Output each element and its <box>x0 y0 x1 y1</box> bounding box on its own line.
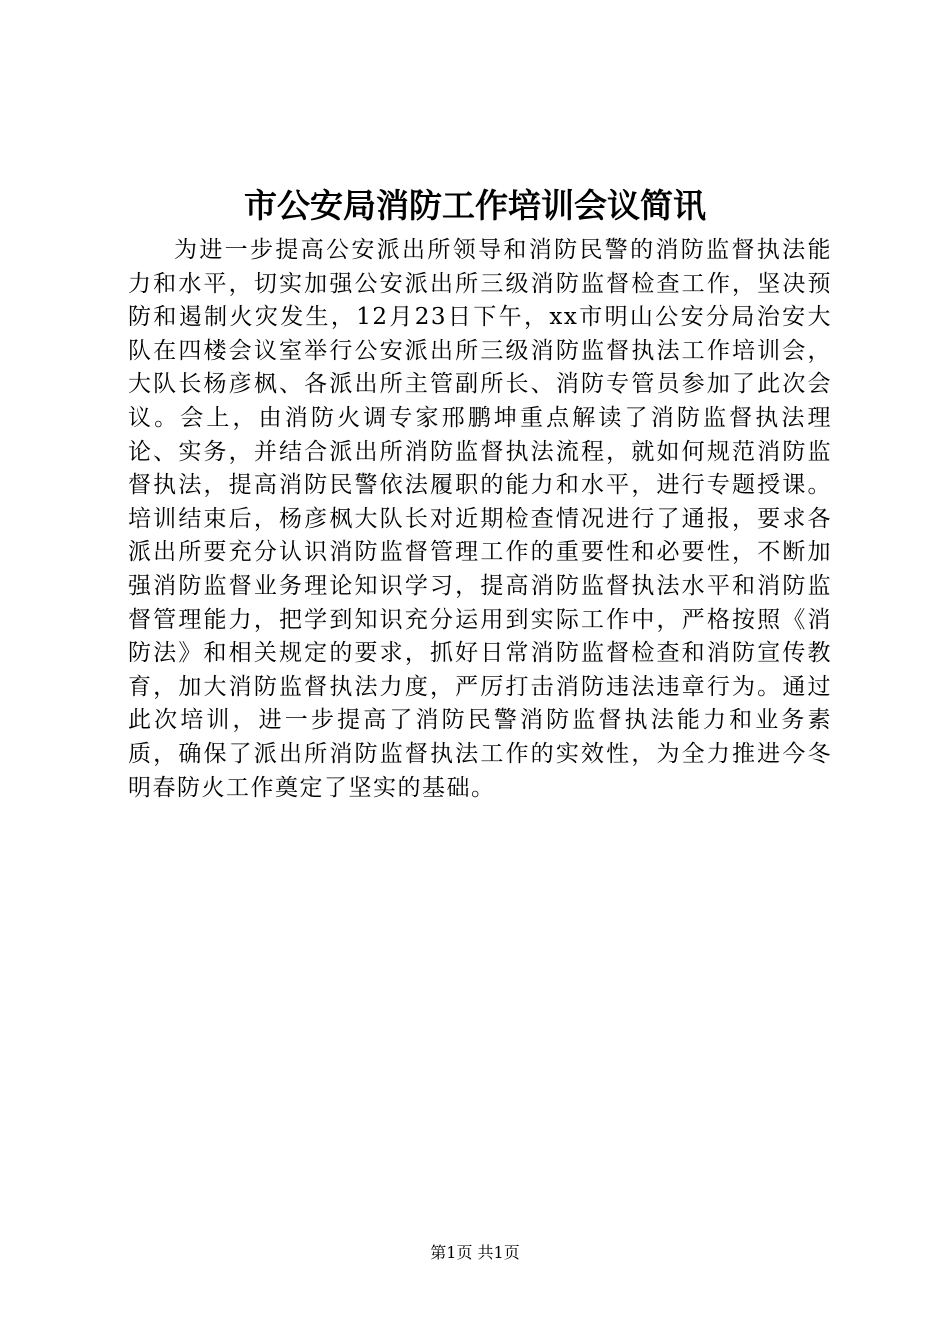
page-footer: 第1页 共1页 <box>430 1243 520 1262</box>
body-paragraph: 为进一步提高公安派出所领导和消防民警的消防监督执法能力和水平，切实加强公安派出所三级消防监督检查工作，坚决预防和遏制火灾发生，12月23日下午，xx市明山公安分局治安大队在四楼会议室举行公安派出所三级消防监督执法工作培训会，大队长杨彦枫、各派出所主管副所长、消防专管员参加了此次会议。会上，由消防火调专家邢鹏坤重点解读了消防监督执法理论、实务，并结合派出所消防监督执法流程，就如何规范消防监督执法，提高消防民警依法履职的能力和水平，进行专题授课。培训结束后，杨彦枫大队长对近期检查情况进行了通报，要求各派出所要充分认识消防监督管理工作的重要性和必要性，不断加强消防监督业务理论知识学习，提高消防监督执法水平和消防监督管理能力，把学到知识充分运用到实际工作中，严格按照《消防法》和相关规定的要求，抓好日常消防监督检查和消防宣传教育，加大消防监督执法力度，严厉打击消防违法违章行为。通过此次培训，进一步提高了消防民警消防监督执法能力和业务素质，确保了派出所消防监督执法工作的实效性，为全力推进今冬明春防火工作奠定了坚实的基础。 <box>128 237 832 801</box>
document-title: 市公安局消防工作培训会议简讯 <box>244 186 706 225</box>
